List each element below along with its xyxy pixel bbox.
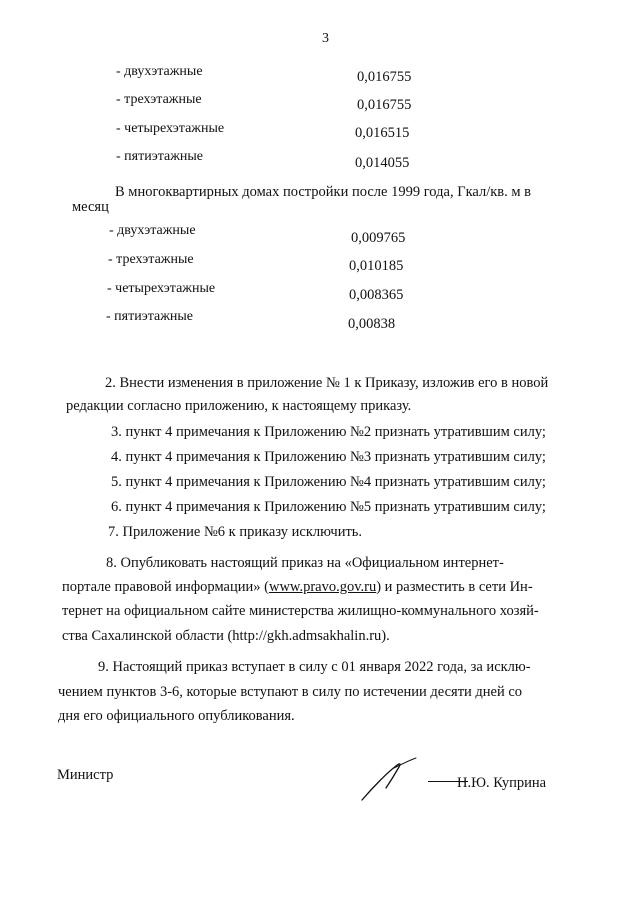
pravo-link[interactable]: www.pravo.gov.ru bbox=[268, 579, 377, 595]
list-item-value: 0,009765 bbox=[351, 230, 406, 246]
paragraph-8-line: тернет на официальном сайте министерства жилищно-коммунального хозяй- bbox=[62, 603, 539, 619]
paragraph-6: 6. пункт 4 примечания к Приложению №5 признать утратившим силу; bbox=[111, 499, 546, 515]
list-item-label: - трехэтажные bbox=[116, 92, 202, 107]
paragraph-8-line bbox=[62, 578, 533, 596]
page-number: 3 bbox=[322, 31, 329, 46]
paragraph-3: 3. пункт 4 примечания к Приложению №2 признать утратившим силу; bbox=[111, 424, 546, 440]
list-item-value: 0,016755 bbox=[357, 69, 412, 85]
list-item-value: 0,016755 bbox=[357, 97, 412, 113]
paragraph-5: 5. пункт 4 примечания к Приложению №4 признать утратившим силу; bbox=[111, 474, 546, 490]
section-heading-cont: месяц bbox=[72, 199, 109, 215]
paragraph-8-text: портале правовой информации» ( bbox=[62, 579, 269, 595]
list-item-label: - пятиэтажные bbox=[106, 309, 194, 324]
section-heading: В многоквартирных домах постройки после 1999 года, Гкал/кв. м в bbox=[115, 184, 532, 200]
signatory-name: Н.Ю. Куприна bbox=[457, 775, 547, 791]
paragraph-8-line: ства Сахалинской области (http://gkh.admsakhalin.ru). bbox=[62, 628, 390, 644]
list-item-label: - двухэтажные bbox=[116, 64, 203, 79]
paragraph-8-line: 8. Опубликовать настоящий приказ на «Официальном интернет- bbox=[106, 555, 504, 571]
paragraph-9-line: дня его официального опубликования. bbox=[58, 708, 295, 724]
list-item-label: - двухэтажные bbox=[109, 223, 196, 238]
handwritten-signature bbox=[350, 752, 420, 807]
list-item-label: - четырехэтажные bbox=[116, 121, 225, 136]
list-item-value: 0,00838 bbox=[348, 316, 396, 332]
list-item-label: - трехэтажные bbox=[108, 252, 194, 267]
paragraph-2-line: 2. Внести изменения в приложение № 1 к Приказу, изложив его в новой bbox=[105, 375, 549, 391]
paragraph-4: 4. пункт 4 примечания к Приложению №3 признать утратившим силу; bbox=[111, 449, 546, 465]
list-item-value: 0,016515 bbox=[355, 125, 410, 141]
list-item-value: 0,008365 bbox=[349, 287, 404, 303]
list-item-value: 0,014055 bbox=[355, 155, 410, 171]
paragraph-2-line: редакции согласно приложению, к настоящему приказу. bbox=[66, 398, 412, 414]
list-item-label: - четырехэтажные bbox=[107, 281, 216, 296]
list-item-label: - пятиэтажные bbox=[116, 149, 204, 164]
signatory-title: Министр bbox=[57, 767, 114, 783]
paragraph-8-text: ) и разместить в сети Ин- bbox=[376, 579, 533, 595]
paragraph-7: 7. Приложение №6 к приказу исключить. bbox=[108, 524, 363, 540]
paragraph-9-line: чением пунктов 3-6, которые вступают в силу по истечении десяти дней со bbox=[58, 684, 523, 700]
list-item-value: 0,010185 bbox=[349, 258, 404, 274]
paragraph-9-line: 9. Настоящий приказ вступает в силу с 01 января 2022 года, за исклю- bbox=[98, 659, 531, 675]
